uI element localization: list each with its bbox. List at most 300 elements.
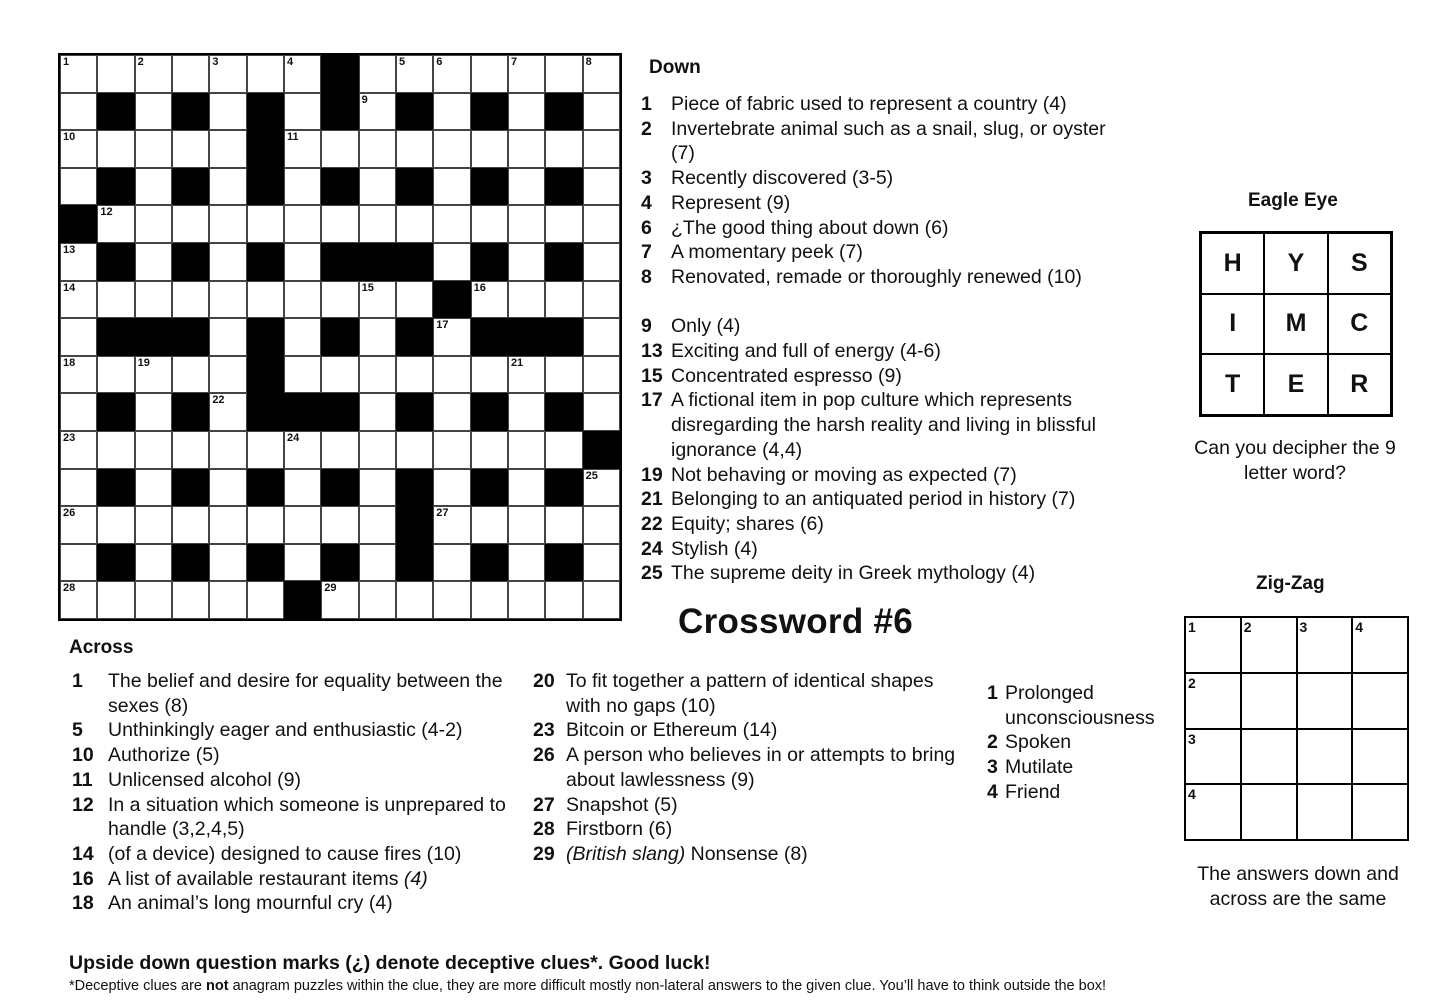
grid-cell[interactable] bbox=[508, 130, 545, 168]
clue-number: 18 bbox=[63, 356, 76, 369]
grid-block bbox=[321, 544, 358, 582]
grid-cell[interactable] bbox=[60, 431, 97, 469]
grid-block bbox=[545, 469, 582, 507]
grid-cell[interactable] bbox=[359, 168, 396, 206]
grid-block bbox=[545, 318, 582, 356]
grid-cell[interactable] bbox=[471, 55, 508, 93]
clue-item-number: 1 bbox=[72, 670, 83, 692]
grid-cell[interactable] bbox=[321, 581, 358, 619]
clue-number: 23 bbox=[63, 431, 76, 444]
grid-cell[interactable] bbox=[97, 581, 134, 619]
grid-block bbox=[247, 93, 284, 131]
grid-block bbox=[97, 469, 134, 507]
grid-cell[interactable] bbox=[60, 168, 97, 206]
grid-cell[interactable] bbox=[545, 205, 582, 243]
grid-cell[interactable] bbox=[284, 243, 321, 281]
grid-cell[interactable] bbox=[545, 281, 582, 319]
clue-item bbox=[533, 793, 966, 818]
clue-item-number: 9 bbox=[641, 315, 652, 338]
grid-block bbox=[247, 168, 284, 206]
clue-number: 11 bbox=[286, 131, 299, 144]
grid-cell[interactable] bbox=[396, 356, 433, 394]
grid-cell[interactable] bbox=[545, 55, 582, 93]
grid-cell[interactable] bbox=[209, 356, 246, 394]
grid-cell[interactable] bbox=[209, 281, 246, 319]
clue-item bbox=[641, 561, 1111, 586]
zigzag-cell[interactable] bbox=[1297, 784, 1353, 840]
grid-cell[interactable] bbox=[284, 318, 321, 356]
zigzag-cell[interactable] bbox=[1241, 784, 1297, 840]
grid-block bbox=[97, 93, 134, 131]
grid-cell[interactable] bbox=[60, 55, 97, 93]
zigzag-cell[interactable] bbox=[1185, 673, 1241, 729]
clue-number: 12 bbox=[100, 206, 113, 219]
clue-item-number: 6 bbox=[641, 216, 652, 239]
grid-cell[interactable] bbox=[545, 581, 582, 619]
grid-cell[interactable] bbox=[396, 581, 433, 619]
clue-item bbox=[72, 842, 518, 867]
zigzag-cell[interactable] bbox=[1297, 673, 1353, 729]
eagle-eye-caption: Can you decipher the 9 letter word? bbox=[1194, 437, 1396, 484]
zigzag-clue-list bbox=[987, 681, 1177, 805]
grid-cell[interactable] bbox=[545, 356, 582, 394]
clue-number: 22 bbox=[212, 394, 225, 407]
grid-cell[interactable] bbox=[508, 544, 545, 582]
clue-number: 26 bbox=[63, 507, 76, 520]
grid-cell[interactable] bbox=[209, 243, 246, 281]
grid-cell[interactable] bbox=[433, 581, 470, 619]
clue-item-number: 10 bbox=[72, 744, 94, 767]
grid-cell[interactable] bbox=[135, 356, 172, 394]
clue-item-text: A momentary peek (7) bbox=[671, 241, 863, 264]
clue-item-number: 14 bbox=[72, 842, 94, 865]
grid-cell[interactable] bbox=[433, 130, 470, 168]
grid-cell[interactable] bbox=[359, 581, 396, 619]
clue-number: 17 bbox=[436, 319, 449, 332]
eagle-eye-letter: C bbox=[1328, 294, 1391, 355]
clue-item-text: Invertebrate animal such as a snail, slug, or oyster (7) bbox=[671, 117, 1106, 165]
clue-item bbox=[641, 487, 1111, 512]
grid-cell[interactable] bbox=[60, 469, 97, 507]
grid-block bbox=[471, 393, 508, 431]
grid-block bbox=[545, 93, 582, 131]
grid-cell[interactable] bbox=[359, 469, 396, 507]
grid-cell[interactable] bbox=[172, 581, 209, 619]
grid-cell[interactable] bbox=[209, 581, 246, 619]
clue-item bbox=[72, 768, 518, 793]
grid-cell[interactable] bbox=[508, 243, 545, 281]
grid-cell[interactable] bbox=[583, 318, 620, 356]
grid-cell[interactable] bbox=[508, 55, 545, 93]
grid-cell[interactable] bbox=[321, 281, 358, 319]
grid-block bbox=[247, 469, 284, 507]
grid-cell[interactable] bbox=[359, 130, 396, 168]
grid-cell[interactable] bbox=[433, 356, 470, 394]
grid-cell[interactable] bbox=[396, 281, 433, 319]
grid-cell[interactable] bbox=[583, 281, 620, 319]
clue-item-number: 15 bbox=[641, 364, 663, 387]
clue-number: 3 bbox=[212, 56, 219, 68]
clue-item-number: 11 bbox=[72, 768, 93, 791]
zigzag-cell[interactable] bbox=[1241, 729, 1297, 785]
eagle-eye-grid bbox=[1199, 231, 1393, 417]
grid-cell[interactable] bbox=[247, 431, 284, 469]
clue-item-number: 22 bbox=[641, 512, 663, 535]
grid-block bbox=[284, 581, 321, 619]
grid-cell[interactable] bbox=[471, 205, 508, 243]
clue-item-text: Renovated, remade or thoroughly renewed (10) bbox=[671, 265, 1082, 288]
grid-cell[interactable] bbox=[471, 281, 508, 319]
grid-cell[interactable] bbox=[135, 581, 172, 619]
grid-cell[interactable] bbox=[60, 393, 97, 431]
grid-cell[interactable] bbox=[60, 130, 97, 168]
grid-cell[interactable] bbox=[583, 469, 620, 507]
grid-block bbox=[284, 393, 321, 431]
grid-cell[interactable] bbox=[583, 393, 620, 431]
grid-block bbox=[433, 281, 470, 319]
grid-cell[interactable] bbox=[135, 130, 172, 168]
zigzag-cell[interactable] bbox=[1352, 673, 1408, 729]
footer-note: *Deceptive clues are not anagram puzzles within the clue, they are more difficult mostly non-lateral answers to the given clue. You’ll have to think outside the box! bbox=[69, 978, 1107, 994]
zigzag-caption: The answers down and across are the same bbox=[1197, 863, 1399, 910]
grid-cell[interactable] bbox=[583, 93, 620, 131]
grid-cell[interactable] bbox=[359, 55, 396, 93]
grid-cell[interactable] bbox=[359, 318, 396, 356]
grid-cell[interactable] bbox=[172, 55, 209, 93]
clue-item bbox=[641, 388, 1111, 462]
grid-cell[interactable] bbox=[284, 356, 321, 394]
clue-item-text: Represent (9) bbox=[671, 191, 791, 214]
grid-cell[interactable] bbox=[321, 506, 358, 544]
zigzag-cell[interactable] bbox=[1241, 673, 1297, 729]
zigzag-cell-number: 2 bbox=[1243, 619, 1252, 635]
zigzag-cell[interactable] bbox=[1185, 729, 1241, 785]
grid-cell[interactable] bbox=[60, 243, 97, 281]
grid-cell[interactable] bbox=[359, 356, 396, 394]
grid-cell[interactable] bbox=[321, 205, 358, 243]
grid-cell[interactable] bbox=[247, 281, 284, 319]
grid-cell[interactable] bbox=[209, 93, 246, 131]
grid-cell[interactable] bbox=[433, 93, 470, 131]
clue-item-text: The belief and desire for equality between the sexes (8) bbox=[108, 670, 503, 717]
clue-item-text: Only (4) bbox=[671, 315, 741, 338]
zigzag-cell[interactable] bbox=[1185, 617, 1241, 673]
grid-block bbox=[321, 318, 358, 356]
zigzag-clue-item bbox=[987, 780, 1177, 805]
grid-cell[interactable] bbox=[284, 281, 321, 319]
grid-cell[interactable] bbox=[135, 506, 172, 544]
grid-cell[interactable] bbox=[471, 581, 508, 619]
grid-cell[interactable] bbox=[508, 356, 545, 394]
grid-cell[interactable] bbox=[583, 581, 620, 619]
clue-item bbox=[72, 793, 518, 842]
page-title: Crossword #6 bbox=[678, 602, 914, 641]
grid-block bbox=[471, 469, 508, 507]
grid-block bbox=[97, 243, 134, 281]
clue-number: 27 bbox=[436, 507, 449, 520]
grid-cell[interactable] bbox=[396, 55, 433, 93]
grid-cell[interactable] bbox=[433, 205, 470, 243]
grid-cell[interactable] bbox=[583, 544, 620, 582]
grid-block bbox=[247, 393, 284, 431]
grid-cell[interactable] bbox=[135, 393, 172, 431]
grid-cell[interactable] bbox=[359, 393, 396, 431]
grid-block bbox=[396, 243, 433, 281]
grid-block bbox=[97, 318, 134, 356]
clue-item-number: 1 bbox=[641, 93, 652, 115]
grid-cell[interactable] bbox=[545, 130, 582, 168]
grid-cell[interactable] bbox=[209, 393, 246, 431]
grid-cell[interactable] bbox=[359, 431, 396, 469]
grid-cell[interactable] bbox=[135, 469, 172, 507]
grid-block bbox=[471, 168, 508, 206]
grid-cell[interactable] bbox=[471, 356, 508, 394]
grid-block bbox=[471, 243, 508, 281]
grid-cell[interactable] bbox=[97, 55, 134, 93]
clue-item-text: To fit together a pattern of identical shapes with no gaps (10) bbox=[566, 670, 934, 717]
grid-cell[interactable] bbox=[60, 281, 97, 319]
clue-item-text: A person who believes in or attempts to bring about lawlessness (9) bbox=[566, 744, 956, 791]
grid-cell[interactable] bbox=[359, 205, 396, 243]
grid-cell[interactable] bbox=[172, 506, 209, 544]
grid-block bbox=[172, 318, 209, 356]
grid-cell[interactable] bbox=[583, 506, 620, 544]
grid-cell[interactable] bbox=[60, 581, 97, 619]
grid-cell[interactable] bbox=[135, 205, 172, 243]
clue-item bbox=[533, 817, 966, 842]
zigzag-cell-number: 4 bbox=[1188, 786, 1196, 803]
grid-block bbox=[135, 318, 172, 356]
grid-block bbox=[172, 168, 209, 206]
clue-item-text: Unlicensed alcohol (9) bbox=[108, 768, 301, 791]
grid-cell[interactable] bbox=[60, 318, 97, 356]
grid-cell[interactable] bbox=[135, 281, 172, 319]
grid-block bbox=[545, 393, 582, 431]
grid-cell[interactable] bbox=[433, 544, 470, 582]
grid-cell[interactable] bbox=[508, 205, 545, 243]
grid-cell[interactable] bbox=[433, 393, 470, 431]
grid-cell[interactable] bbox=[135, 431, 172, 469]
zigzag-cell-number: 2 bbox=[1188, 674, 1196, 691]
grid-cell[interactable] bbox=[508, 581, 545, 619]
grid-cell[interactable] bbox=[508, 506, 545, 544]
grid-cell[interactable] bbox=[135, 168, 172, 206]
grid-cell[interactable] bbox=[284, 469, 321, 507]
clue-item-number: 2 bbox=[641, 117, 652, 140]
grid-cell[interactable] bbox=[284, 544, 321, 582]
grid-cell[interactable] bbox=[60, 356, 97, 394]
grid-cell[interactable] bbox=[284, 205, 321, 243]
grid-cell[interactable] bbox=[583, 243, 620, 281]
grid-cell[interactable] bbox=[97, 356, 134, 394]
grid-cell[interactable] bbox=[135, 544, 172, 582]
clue-number: 1 bbox=[63, 56, 70, 68]
grid-block bbox=[583, 431, 620, 469]
grid-cell[interactable] bbox=[433, 318, 470, 356]
clue-item bbox=[641, 537, 1111, 562]
grid-cell[interactable] bbox=[508, 281, 545, 319]
grid-cell[interactable] bbox=[284, 130, 321, 168]
zigzag-clue-number: 2 bbox=[987, 731, 998, 754]
grid-cell[interactable] bbox=[433, 431, 470, 469]
grid-cell[interactable] bbox=[284, 506, 321, 544]
zigzag-cell[interactable] bbox=[1241, 617, 1297, 673]
grid-cell[interactable] bbox=[97, 431, 134, 469]
grid-cell[interactable] bbox=[359, 544, 396, 582]
grid-cell[interactable] bbox=[359, 281, 396, 319]
grid-cell[interactable] bbox=[135, 93, 172, 131]
clue-item-number: 29 bbox=[533, 842, 555, 865]
grid-cell[interactable] bbox=[172, 431, 209, 469]
grid-cell[interactable] bbox=[247, 581, 284, 619]
grid-cell[interactable] bbox=[583, 356, 620, 394]
across-heading: Across bbox=[69, 637, 134, 658]
grid-cell[interactable] bbox=[508, 168, 545, 206]
zigzag-cell[interactable] bbox=[1297, 729, 1353, 785]
grid-cell[interactable] bbox=[247, 506, 284, 544]
clue-item bbox=[641, 166, 1111, 191]
grid-cell[interactable] bbox=[583, 130, 620, 168]
clue-item-number: 24 bbox=[641, 537, 663, 560]
grid-cell[interactable] bbox=[209, 431, 246, 469]
grid-cell[interactable] bbox=[545, 506, 582, 544]
grid-cell[interactable] bbox=[508, 393, 545, 431]
grid-cell[interactable] bbox=[209, 544, 246, 582]
zigzag-cell[interactable] bbox=[1352, 617, 1408, 673]
grid-cell[interactable] bbox=[396, 130, 433, 168]
grid-cell[interactable] bbox=[247, 55, 284, 93]
grid-cell[interactable] bbox=[321, 130, 358, 168]
zigzag-clue-text: Friend bbox=[1005, 780, 1061, 803]
grid-cell[interactable] bbox=[135, 243, 172, 281]
zigzag-cell-number: 1 bbox=[1188, 619, 1196, 635]
grid-block bbox=[247, 544, 284, 582]
clue-item bbox=[72, 743, 518, 768]
clue-item-text: In a situation which someone is unprepared to handle (3,2,4,5) bbox=[108, 793, 506, 841]
grid-block bbox=[172, 93, 209, 131]
clue-number: 10 bbox=[63, 131, 76, 144]
grid-cell[interactable] bbox=[583, 55, 620, 93]
grid-cell[interactable] bbox=[97, 205, 134, 243]
zigzag-clue-number: 1 bbox=[987, 682, 998, 704]
grid-cell[interactable] bbox=[471, 506, 508, 544]
grid-cell[interactable] bbox=[284, 431, 321, 469]
clue-item-text: Bitcoin or Ethereum (14) bbox=[566, 719, 778, 742]
grid-cell[interactable] bbox=[135, 55, 172, 93]
clue-item-text: Snapshot (5) bbox=[566, 793, 678, 816]
clue-item-number: 17 bbox=[641, 389, 663, 412]
grid-cell[interactable] bbox=[545, 431, 582, 469]
grid-cell[interactable] bbox=[284, 168, 321, 206]
clue-number: 7 bbox=[510, 56, 518, 68]
zigzag-cell[interactable] bbox=[1297, 617, 1353, 673]
grid-cell[interactable] bbox=[97, 130, 134, 168]
grid-cell[interactable] bbox=[209, 506, 246, 544]
grid-cell[interactable] bbox=[471, 431, 508, 469]
grid-cell[interactable] bbox=[583, 205, 620, 243]
grid-cell[interactable] bbox=[508, 93, 545, 131]
grid-cell[interactable] bbox=[321, 356, 358, 394]
grid-cell[interactable] bbox=[508, 431, 545, 469]
grid-cell[interactable] bbox=[396, 205, 433, 243]
clue-item bbox=[72, 891, 518, 916]
grid-cell[interactable] bbox=[60, 93, 97, 131]
clue-number: 5 bbox=[398, 56, 406, 68]
grid-cell[interactable] bbox=[172, 130, 209, 168]
grid-block bbox=[321, 168, 358, 206]
clue-item-number: 23 bbox=[533, 719, 555, 742]
clue-item-text: A fictional item in pop culture which represents disregarding the harsh reality and living in blissful ignorance (4,4) bbox=[671, 389, 1096, 461]
grid-cell[interactable] bbox=[172, 281, 209, 319]
grid-cell[interactable] bbox=[209, 318, 246, 356]
grid-block bbox=[396, 506, 433, 544]
grid-cell[interactable] bbox=[321, 431, 358, 469]
grid-cell[interactable] bbox=[433, 506, 470, 544]
grid-cell[interactable] bbox=[247, 205, 284, 243]
grid-cell[interactable] bbox=[209, 205, 246, 243]
grid-cell[interactable] bbox=[209, 168, 246, 206]
zigzag-clue-item bbox=[987, 755, 1177, 780]
grid-cell[interactable] bbox=[97, 281, 134, 319]
grid-cell[interactable] bbox=[396, 431, 433, 469]
footer-instructions: Upside down question marks (¿) denote deceptive clues*. Good luck! bbox=[69, 952, 711, 974]
eagle-eye-letter: T bbox=[1201, 354, 1264, 415]
grid-cell[interactable] bbox=[359, 506, 396, 544]
clue-item-text: Exciting and full of energy (4-6) bbox=[671, 340, 941, 362]
grid-cell[interactable] bbox=[583, 168, 620, 206]
clue-item bbox=[641, 216, 1111, 241]
grid-cell[interactable] bbox=[60, 506, 97, 544]
clue-item bbox=[641, 240, 1111, 265]
grid-cell[interactable] bbox=[209, 55, 246, 93]
grid-cell[interactable] bbox=[172, 356, 209, 394]
grid-block bbox=[247, 130, 284, 168]
grid-cell[interactable] bbox=[433, 168, 470, 206]
grid-block bbox=[396, 318, 433, 356]
zigzag-cell[interactable] bbox=[1352, 784, 1408, 840]
clue-item-text: Authorize (5) bbox=[108, 744, 220, 767]
zigzag-clue-number: 3 bbox=[987, 756, 998, 779]
zigzag-cell[interactable] bbox=[1185, 784, 1241, 840]
clue-number: 28 bbox=[63, 582, 76, 595]
grid-cell[interactable] bbox=[471, 130, 508, 168]
grid-cell[interactable] bbox=[97, 506, 134, 544]
grid-block bbox=[247, 243, 284, 281]
clue-item bbox=[72, 669, 518, 718]
grid-cell[interactable] bbox=[508, 469, 545, 507]
grid-cell[interactable] bbox=[359, 93, 396, 131]
zigzag-clue-text: Mutilate bbox=[1005, 756, 1074, 779]
grid-cell[interactable] bbox=[209, 469, 246, 507]
grid-cell[interactable] bbox=[284, 55, 321, 93]
grid-cell[interactable] bbox=[209, 130, 246, 168]
grid-block bbox=[97, 168, 134, 206]
eagle-eye-letter: R bbox=[1328, 354, 1391, 415]
grid-cell[interactable] bbox=[60, 544, 97, 582]
clue-item-text: Recently discovered (3-5) bbox=[671, 167, 894, 190]
zigzag-clue-item bbox=[987, 730, 1177, 755]
grid-cell[interactable] bbox=[172, 205, 209, 243]
grid-cell[interactable] bbox=[433, 243, 470, 281]
zigzag-cell[interactable] bbox=[1352, 729, 1408, 785]
clue-number: 8 bbox=[585, 56, 592, 68]
eagle-eye-letter: H bbox=[1201, 233, 1264, 294]
grid-cell[interactable] bbox=[433, 55, 470, 93]
clue-item-text: The supreme deity in Greek mythology (4) bbox=[671, 562, 1036, 585]
grid-cell[interactable] bbox=[284, 93, 321, 131]
clue-item bbox=[641, 92, 1111, 117]
grid-cell[interactable] bbox=[433, 469, 470, 507]
